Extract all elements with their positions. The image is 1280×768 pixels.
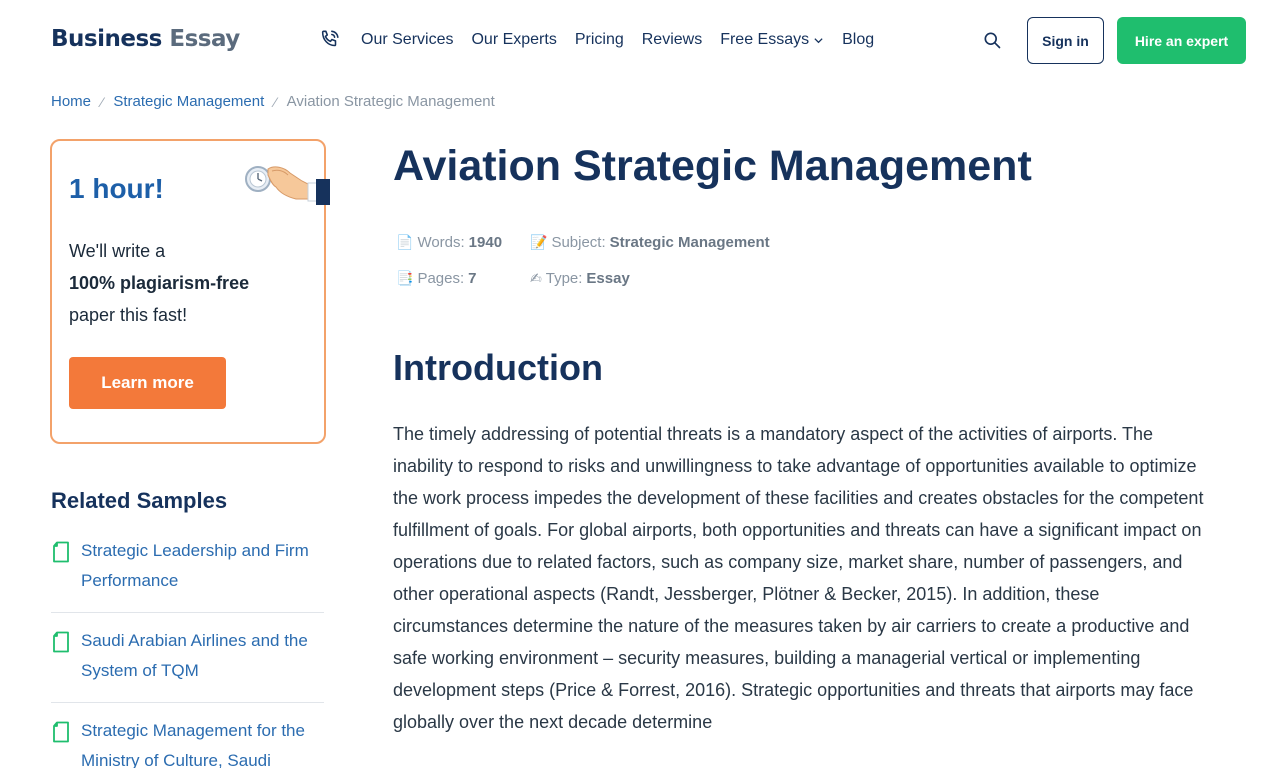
nav-reviews[interactable]: Reviews — [641, 31, 703, 48]
hand-clock-icon — [240, 153, 330, 213]
breadcrumb-current: Aviation Strategic Management — [286, 93, 495, 110]
breadcrumb — [51, 93, 495, 110]
nav-our-experts[interactable]: Our Experts — [471, 31, 557, 48]
memo-icon: 📝 — [530, 234, 548, 250]
breadcrumb-home[interactable]: Home — [51, 93, 92, 110]
meta-pages — [396, 270, 476, 287]
meta-words — [396, 234, 502, 251]
related-sample-link[interactable]: Strategic Leadership and Firm Performance — [81, 541, 309, 590]
promo-line3: paper this fast! — [69, 305, 188, 325]
logo-part1: Business — [51, 26, 162, 52]
chevron-down-icon — [813, 35, 824, 46]
section-title: Introduction — [393, 347, 603, 388]
nav-pricing[interactable]: Pricing — [574, 31, 624, 48]
nav-blog[interactable]: Blog — [842, 31, 875, 48]
related-sample-item[interactable] — [51, 627, 324, 703]
nav-free-essays[interactable] — [720, 31, 824, 49]
related-samples-title: Related Samples — [51, 488, 228, 513]
meta-subject — [530, 234, 770, 251]
breadcrumb-separator: ⁄ — [101, 93, 104, 110]
meta-words-label: Words: — [417, 234, 465, 251]
site-header — [0, 0, 1280, 82]
related-samples-list — [51, 537, 324, 768]
hire-expert-button[interactable]: Hire an expert — [1117, 17, 1246, 64]
sign-in-button[interactable]: Sign in — [1027, 17, 1104, 64]
nav-free-essays-label: Free Essays — [720, 31, 810, 48]
related-sample-link[interactable]: Saudi Arabian Airlines and the System of TQM — [81, 631, 308, 680]
nav-our-services[interactable]: Our Services — [361, 31, 454, 48]
learn-more-button[interactable]: Learn more — [69, 357, 226, 409]
document-icon — [51, 631, 71, 653]
breadcrumb-category[interactable]: Strategic Management — [113, 93, 265, 110]
meta-subject-value: Strategic Management — [609, 234, 770, 251]
meta-pages-label: Pages: — [417, 270, 465, 287]
meta-type-label: Type: — [545, 270, 583, 287]
promo-line1: We'll write a — [69, 241, 166, 261]
search-icon[interactable] — [982, 30, 1002, 50]
breadcrumb-separator: ⁄ — [274, 93, 277, 110]
document-icon — [51, 541, 71, 563]
phone-icon[interactable] — [319, 29, 341, 51]
related-sample-item[interactable] — [51, 537, 324, 613]
promo-line2: 100% plagiarism-free — [69, 273, 250, 293]
related-sample-link[interactable]: Strategic Management for the Ministry of Culture, Saudi — [81, 721, 305, 768]
meta-type-value: Essay — [586, 270, 630, 287]
pages-icon: 📑 — [396, 270, 414, 286]
logo[interactable] — [51, 26, 240, 52]
document-icon: 📄 — [396, 234, 414, 250]
main-nav — [361, 31, 874, 49]
related-sample-item[interactable] — [51, 717, 324, 768]
meta-words-value: 1940 — [468, 234, 503, 251]
promo-card — [50, 139, 326, 444]
page-title: Aviation Strategic Management — [393, 142, 1032, 190]
meta-pages-value: 7 — [468, 270, 477, 287]
meta-subject-label: Subject: — [551, 234, 606, 251]
promo-time: 1 hour! — [69, 173, 164, 204]
article-paragraph: The timely addressing of potential threats is a mandatory aspect of the activities of airports. The inability to respond to risks and unwillingness to take advantage of opportunities available to optimize the work process impedes the development of these facilities and creates obstacles for the competent fulfillment of goals. For global airports, both opportunities and threats can have a significant impact on operations due to related factors, such as company size, market share, number of passengers, and other operational aspects (Randt, Jessberger, Plötner & Becker, 2015). In addition, these circumstances determine the nature of the measures taken by air carriers to create a productive and safe working environment – security measures, building a managerial vertical or implementing development steps (Price & Forrest, 2016). Strategic opportunities and threats that airports may face globally over the next decade determine — [393, 424, 1204, 732]
document-icon — [51, 721, 71, 743]
logo-part2: Essay — [169, 26, 240, 52]
writing-hand-icon: ✍ — [530, 270, 542, 286]
meta-type — [530, 270, 630, 287]
